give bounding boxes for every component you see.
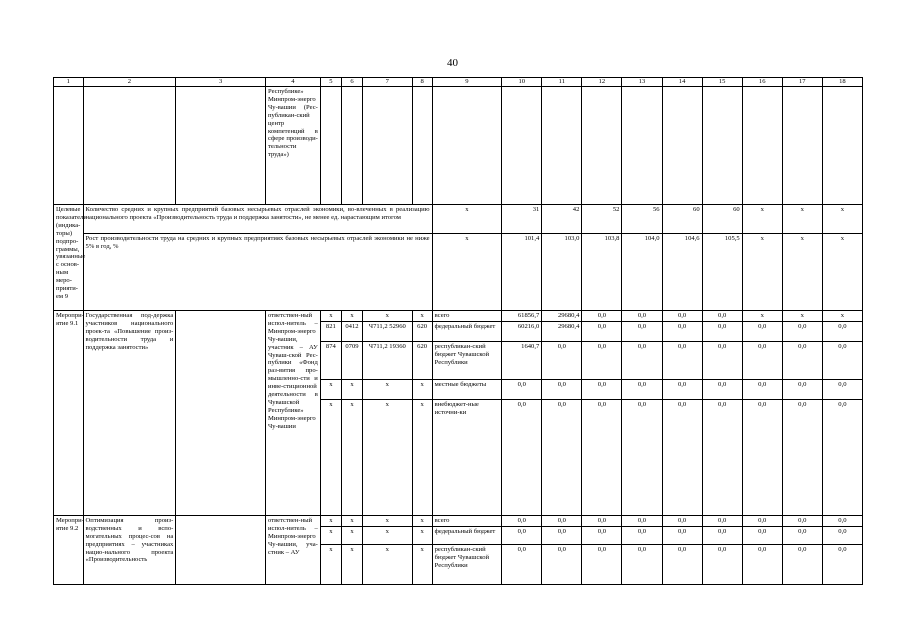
table-cell: x [432, 234, 502, 311]
table-cell: x [320, 526, 341, 544]
table-cell: 0,0 [502, 526, 542, 544]
table-cell: 56 [622, 205, 662, 234]
table-cell: 0,0 [742, 341, 782, 379]
target-row [54, 234, 863, 311]
table-cell: x [822, 205, 862, 234]
col-header: 15 [702, 78, 742, 87]
table-cell: 0,0 [582, 544, 622, 584]
table-cell: 0,0 [702, 544, 742, 584]
table-cell: 0,0 [782, 321, 822, 341]
table-cell: 0,0 [782, 341, 822, 379]
table-cell: 0,0 [502, 515, 542, 526]
table-cell [176, 515, 266, 584]
table-cell: 0,0 [542, 399, 582, 515]
table-cell: 0,0 [662, 341, 702, 379]
table-cell: 42 [542, 205, 582, 234]
table-cell [176, 311, 266, 516]
table-cell: x [782, 311, 822, 322]
table-cell: x [432, 205, 502, 234]
table-cell: 0,0 [582, 321, 622, 341]
table-cell: 60 [662, 205, 702, 234]
table-cell: x [341, 399, 362, 515]
table-cell: 0,0 [702, 341, 742, 379]
table-cell: 0,0 [582, 341, 622, 379]
table-cell: 103,8 [582, 234, 622, 311]
table-cell: 620 [412, 321, 432, 341]
table-cell: 60216,0 [502, 321, 542, 341]
col-header: 7 [363, 78, 413, 87]
table-cell: 0,0 [622, 379, 662, 399]
target-text: Количество средних и крупных предприятий базовых несырьевых отраслей экономики, во-влеченных в реализацию национального проекта «Производительность труда и поддержка занятости», не менее ед. нарастающим итогом [83, 205, 432, 234]
table-cell: 0,0 [622, 311, 662, 322]
col-header: 2 [83, 78, 176, 87]
table-cell: 105,5 [702, 234, 742, 311]
col-header: 17 [782, 78, 822, 87]
table-cell: 60 [702, 205, 742, 234]
table-cell: 0,0 [622, 515, 662, 526]
table-cell: 0,0 [822, 321, 862, 341]
funding-source: республикан-ский бюджет Чувашской Республики [432, 341, 502, 379]
table-cell: 0,0 [662, 399, 702, 515]
table-cell: 0,0 [702, 526, 742, 544]
table-cell: 101,4 [502, 234, 542, 311]
table-cell: 0,0 [622, 544, 662, 584]
col-header: 12 [582, 78, 622, 87]
table-cell: 0,0 [662, 311, 702, 322]
table-cell: x [341, 379, 362, 399]
table-cell: 0,0 [622, 321, 662, 341]
col-header: 14 [662, 78, 702, 87]
col-header: 10 [502, 78, 542, 87]
table-cell: x [742, 311, 782, 322]
table-cell: x [363, 399, 413, 515]
table-cell: x [320, 544, 341, 584]
table-cell: 0412 [341, 321, 362, 341]
funding-source: всего [432, 311, 502, 322]
table-cell: x [363, 311, 413, 322]
table-cell [432, 87, 502, 205]
table-cell: 1640,7 [502, 341, 542, 379]
col-header: 8 [412, 78, 432, 87]
table-cell: 0,0 [662, 526, 702, 544]
table-cell: 52 [582, 205, 622, 234]
target-row [54, 205, 863, 234]
funding-source: всего [432, 515, 502, 526]
table-cell [83, 87, 176, 205]
table-cell: 0,0 [782, 526, 822, 544]
table-cell: 0,0 [822, 526, 862, 544]
table-cell [582, 87, 622, 205]
table-cell: 0,0 [822, 379, 862, 399]
table-cell: 0,0 [742, 379, 782, 399]
table-cell: x [412, 515, 432, 526]
table-cell: x [412, 399, 432, 515]
measure-label: Меропри-ятие 9.2 [54, 515, 84, 584]
table-cell: x [320, 379, 341, 399]
page-number: 40 [447, 57, 458, 69]
col-header: 11 [542, 78, 582, 87]
table-cell [742, 87, 782, 205]
table-cell: 620 [412, 341, 432, 379]
table-cell: x [320, 515, 341, 526]
table-cell: 0,0 [622, 399, 662, 515]
table-cell: 0,0 [662, 321, 702, 341]
table-cell [176, 87, 266, 205]
table-cell: 0709 [341, 341, 362, 379]
table-cell: 0,0 [742, 544, 782, 584]
table-cell: 821 [320, 321, 341, 341]
table-cell: 104,0 [622, 234, 662, 311]
col-header: 1 [54, 78, 84, 87]
col-header: 16 [742, 78, 782, 87]
table-cell [502, 87, 542, 205]
funding-source: федеральный бюджет [432, 321, 502, 341]
table-cell [622, 87, 662, 205]
table-cell: x [363, 526, 413, 544]
table-cell [822, 87, 862, 205]
executor-cell: Республике» Минпром-энерго Чу-вашии (Рес-публикан-ский центр компетенций в сфере производи-тельности труда») [265, 87, 320, 205]
col-header: 18 [822, 78, 862, 87]
table-cell [341, 87, 362, 205]
funding-source: республикан-ский бюджет Чувашской Республики [432, 544, 502, 584]
funding-source: местные бюджеты [432, 379, 502, 399]
table-cell: 0,0 [782, 399, 822, 515]
col-header: 5 [320, 78, 341, 87]
table-cell: 0,0 [782, 515, 822, 526]
table-cell: Ч711,2 19360 [363, 341, 413, 379]
measure-name: Оптимизация произ-водственных и вспо-могательных процес-сов на предприятиях – участниках нацио-нального проекта «Производительность [83, 515, 176, 584]
table-cell: 0,0 [662, 515, 702, 526]
table-cell: 0,0 [742, 321, 782, 341]
col-header: 3 [176, 78, 266, 87]
table-cell: x [341, 515, 362, 526]
table-cell: x [320, 399, 341, 515]
table-cell: x [782, 205, 822, 234]
table-cell: 0,0 [742, 526, 782, 544]
table-cell: x [341, 544, 362, 584]
table-cell [782, 87, 822, 205]
table-cell: 103,0 [542, 234, 582, 311]
table-cell: 0,0 [582, 526, 622, 544]
table-cell: 0,0 [622, 526, 662, 544]
col-header: 6 [341, 78, 362, 87]
table-cell: 0,0 [702, 399, 742, 515]
table-cell: 0,0 [582, 515, 622, 526]
table-cell [542, 87, 582, 205]
table-cell: x [822, 311, 862, 322]
table-cell: 0,0 [822, 399, 862, 515]
table-cell: 0,0 [662, 544, 702, 584]
col-header: 9 [432, 78, 502, 87]
table-cell: x [363, 379, 413, 399]
table-cell: 874 [320, 341, 341, 379]
table-cell: 0,0 [822, 544, 862, 584]
finance-row [54, 311, 863, 322]
table-cell: 0,0 [702, 311, 742, 322]
table-cell: x [412, 526, 432, 544]
table-cell: 0,0 [582, 311, 622, 322]
table-cell: x [341, 526, 362, 544]
table-cell: 0,0 [782, 544, 822, 584]
targets-label: Целевые показатели (индика-торы) подпро-граммы, увязанные с основ-ным меро-прияти-ем 9 [54, 205, 84, 311]
table-cell: x [320, 311, 341, 322]
table-cell: 0,0 [702, 321, 742, 341]
table-cell: x [363, 544, 413, 584]
table-cell [320, 87, 341, 205]
table-cell: x [412, 379, 432, 399]
table-cell: 0,0 [622, 341, 662, 379]
table-cell [702, 87, 742, 205]
table-cell: x [363, 515, 413, 526]
table-cell: 0,0 [582, 399, 622, 515]
executor-cell: ответствен-ный испол-нитель – Минпром-энерго Чу-вашии, участник – АУ Чуваш-ской Рес-публики «Фонд раз-вития про-мышленно-сти и инве-стиционной деятельности в Чувашской Республике» Минпром-энерго Чу-вашии [265, 311, 320, 516]
funding-source: внебюджет-ные источни-ки [432, 399, 502, 515]
table-cell: x [782, 234, 822, 311]
table-cell: 0,0 [542, 526, 582, 544]
table-cell: 0,0 [502, 544, 542, 584]
target-text: Рост производительности труда на средних и крупных предприятиях базовых несырьевых отраслей экономики не ниже 5% в год, % [83, 234, 432, 311]
table-cell: 29680,4 [542, 311, 582, 322]
funding-source: федеральный бюджет [432, 526, 502, 544]
table-cell: 0,0 [542, 544, 582, 584]
table-cell: 0,0 [782, 379, 822, 399]
table-cell: 104,6 [662, 234, 702, 311]
table-cell: 31 [502, 205, 542, 234]
table-cell: x [742, 234, 782, 311]
table-cell: 0,0 [502, 399, 542, 515]
continuation-row [54, 87, 863, 205]
table-cell: x [341, 311, 362, 322]
measure-label: Меропри-ятие 9.1 [54, 311, 84, 516]
finance-row [54, 515, 863, 526]
table-cell: 0,0 [742, 515, 782, 526]
table-cell: 29680,4 [542, 321, 582, 341]
table-cell: x [822, 234, 862, 311]
table-cell [662, 87, 702, 205]
table-cell: 0,0 [542, 515, 582, 526]
table-cell: 0,0 [702, 379, 742, 399]
table-cell: 0,0 [822, 515, 862, 526]
executor-cell: ответствен-ный испол-нитель – Минпром-энерго Чу-вашии, уча-стник – АУ [265, 515, 320, 584]
table-cell: 0,0 [742, 399, 782, 515]
table-cell: 0,0 [662, 379, 702, 399]
program-table [53, 77, 863, 585]
table-cell: 0,0 [582, 379, 622, 399]
table-cell: Ч711,2 52960 [363, 321, 413, 341]
table-cell [363, 87, 413, 205]
table-cell: 0,0 [502, 379, 542, 399]
table-cell: 0,0 [542, 379, 582, 399]
col-header: 13 [622, 78, 662, 87]
table-cell [54, 87, 84, 205]
table-cell: 61856,7 [502, 311, 542, 322]
table-cell: x [412, 311, 432, 322]
table-cell: x [742, 205, 782, 234]
table-cell: 0,0 [542, 341, 582, 379]
col-header: 4 [265, 78, 320, 87]
table-cell: 0,0 [702, 515, 742, 526]
header-row [54, 78, 863, 87]
measure-name: Государственная под-держка участников национального проек-та «Повышение произ-водительности труда и поддержка занятости» [83, 311, 176, 516]
table-cell: 0,0 [822, 341, 862, 379]
table-cell: x [412, 544, 432, 584]
table-cell [412, 87, 432, 205]
